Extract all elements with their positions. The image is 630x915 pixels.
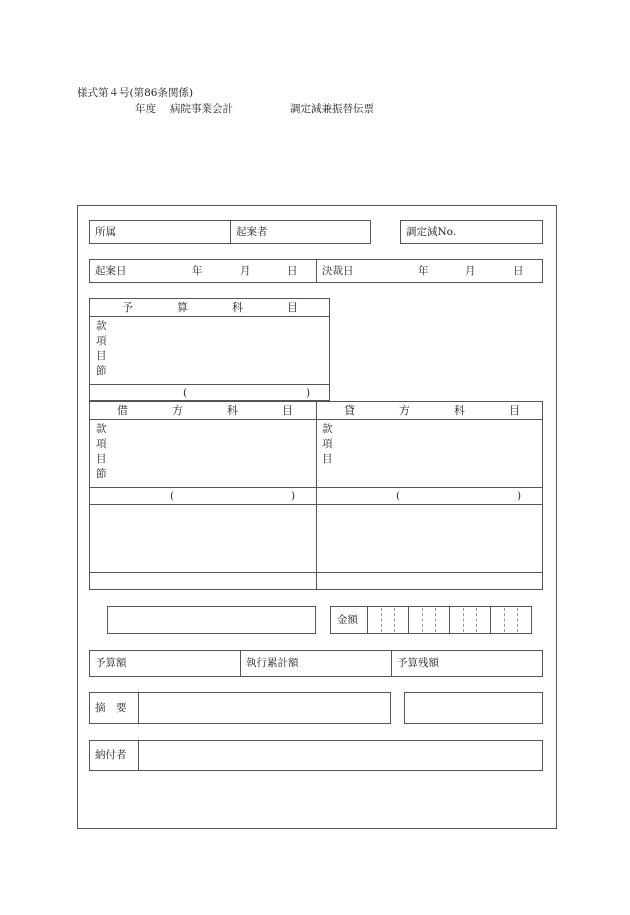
summary-box bbox=[89, 692, 391, 724]
digit-divider bbox=[394, 608, 395, 632]
budget-amount-row bbox=[89, 650, 543, 677]
divider bbox=[89, 487, 543, 488]
amount-label: 金額 bbox=[337, 614, 358, 626]
blank-box bbox=[107, 606, 316, 634]
divider bbox=[230, 220, 231, 244]
paren-open: ( bbox=[170, 490, 175, 502]
digit-group-divider bbox=[449, 606, 450, 634]
heading-char: 貸 bbox=[344, 404, 355, 417]
digit-group-divider bbox=[490, 606, 491, 634]
paren-close: ) bbox=[291, 490, 296, 502]
credit-item-labels bbox=[322, 422, 333, 467]
digit-divider bbox=[504, 608, 505, 632]
executed-total-label: 執行累計額 bbox=[246, 657, 299, 669]
form-number: 様式第４号(第86条関係) bbox=[77, 87, 194, 99]
amount-box bbox=[330, 606, 532, 634]
paren-close: ) bbox=[517, 490, 522, 502]
item-label: 款 bbox=[96, 423, 107, 435]
draft-day-unit: 日 bbox=[287, 265, 298, 277]
digit-divider bbox=[422, 608, 423, 632]
digit-group-divider bbox=[408, 606, 409, 634]
heading-char: 方 bbox=[172, 404, 183, 417]
budget-subject-heading bbox=[122, 302, 298, 313]
item-label: 目 bbox=[96, 350, 107, 362]
draft-date-label: 起案日 bbox=[95, 265, 127, 277]
debit-item-labels bbox=[96, 422, 107, 482]
divider bbox=[89, 572, 543, 573]
heading-char: 借 bbox=[117, 404, 128, 417]
item-label: 節 bbox=[96, 365, 107, 377]
budget-item-labels bbox=[96, 319, 107, 379]
digit-divider bbox=[435, 608, 436, 632]
decision-date-label: 決裁日 bbox=[322, 265, 354, 277]
budget-amount-label: 予算額 bbox=[95, 657, 127, 669]
heading-char: 予 bbox=[122, 301, 133, 314]
divider bbox=[89, 419, 543, 420]
item-label: 項 bbox=[96, 335, 107, 347]
draft-month-unit: 月 bbox=[240, 265, 251, 277]
heading-char: 科 bbox=[454, 404, 465, 417]
divider bbox=[316, 401, 317, 590]
divider bbox=[89, 316, 330, 317]
summary-side-box bbox=[404, 692, 543, 724]
divider bbox=[138, 692, 139, 724]
paren-open: ( bbox=[396, 490, 401, 502]
fiscal-year-label: 年度 bbox=[135, 103, 156, 115]
payer-box bbox=[89, 740, 543, 771]
item-label: 項 bbox=[96, 438, 107, 450]
summary-label: 摘 要 bbox=[95, 702, 127, 714]
dept-label: 所属 bbox=[95, 226, 116, 238]
decision-year-unit: 年 bbox=[418, 265, 429, 277]
decision-day-unit: 日 bbox=[513, 265, 524, 277]
paren-close: ) bbox=[306, 387, 311, 399]
divider bbox=[89, 504, 543, 505]
item-label: 項 bbox=[322, 438, 333, 450]
divider bbox=[367, 606, 368, 634]
account-name: 病院事業会計 bbox=[170, 103, 233, 115]
digit-divider bbox=[517, 608, 518, 632]
decision-month-unit: 月 bbox=[465, 265, 476, 277]
divider bbox=[138, 740, 139, 771]
debit-heading bbox=[117, 405, 293, 416]
digit-divider bbox=[463, 608, 464, 632]
heading-char: 目 bbox=[282, 404, 293, 417]
slip-title: 調定減兼振替伝票 bbox=[290, 103, 374, 115]
divider bbox=[240, 650, 241, 677]
divider bbox=[316, 259, 317, 283]
adjust-no-label: 調定減No. bbox=[406, 226, 457, 238]
item-label: 目 bbox=[96, 453, 107, 465]
heading-char: 目 bbox=[287, 301, 298, 314]
divider bbox=[89, 384, 330, 385]
digit-divider bbox=[381, 608, 382, 632]
heading-char: 方 bbox=[399, 404, 410, 417]
item-label: 款 bbox=[96, 320, 107, 332]
heading-char: 目 bbox=[509, 404, 520, 417]
divider bbox=[391, 650, 392, 677]
draft-year-unit: 年 bbox=[192, 265, 203, 277]
payer-label: 納付者 bbox=[95, 749, 127, 761]
drafter-label: 起案者 bbox=[236, 226, 268, 238]
digit-divider bbox=[476, 608, 477, 632]
item-label: 節 bbox=[96, 468, 107, 480]
credit-heading bbox=[344, 405, 520, 416]
item-label: 目 bbox=[322, 453, 333, 465]
heading-char: 科 bbox=[232, 301, 243, 314]
paren-open: ( bbox=[183, 387, 188, 399]
budget-remaining-label: 予算残額 bbox=[397, 657, 439, 669]
heading-char: 科 bbox=[227, 404, 238, 417]
heading-char: 算 bbox=[177, 301, 188, 314]
item-label: 款 bbox=[322, 423, 333, 435]
